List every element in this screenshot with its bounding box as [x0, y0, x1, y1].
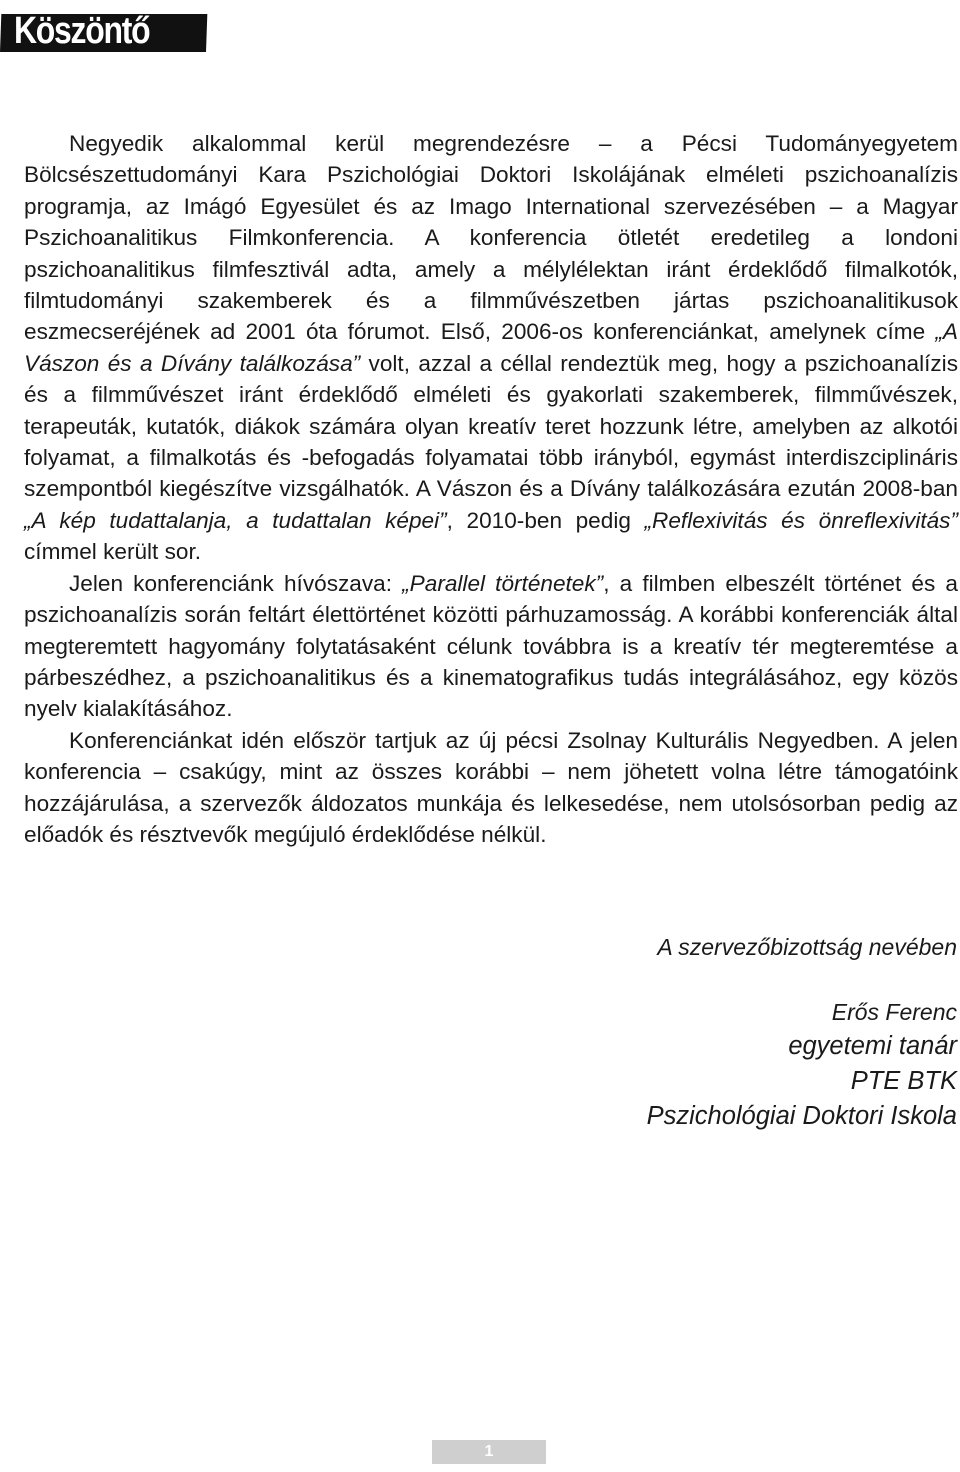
- intro-text-3: , 2010-ben pedig: [446, 507, 645, 533]
- intro-paragraph: [24, 128, 958, 568]
- intro-text-4: címmel került sor.: [24, 539, 202, 565]
- intro-text-2: volt, azzal a céllal rendeztük meg, hogy a pszichoanalízis és a filmművészet iránt érdeklődő elméleti és gyakorlati szakemberek, filmművészek, terapeuták, kutatók, diákok számára olyan kreatív teret hozzunk létre, amelyben az alkotói folyamat, a filmalkotás és -befogadás folyamatai több irányból, egymást interdiszciplináris szempontból kiegészítve vizsgálhatók. A Vászon és a Dívány találkozására ezután 2008-ban: [24, 350, 958, 502]
- signature-name: Erős Ferenc: [831, 999, 957, 1025]
- page-number-tab: [432, 1440, 546, 1464]
- page-number: 1: [484, 1443, 494, 1460]
- signature-position: egyetemi tanár: [788, 1032, 957, 1060]
- signature-on-behalf: A szervezőbizottság nevében: [657, 934, 957, 960]
- theme-paragraph: [24, 568, 958, 725]
- signature-department: Pszichológiai Doktori Iskola: [646, 1102, 957, 1130]
- theme-text-1: Jelen konferenciánk hívószava:: [69, 570, 403, 596]
- signature-institution: PTE BTK: [850, 1067, 957, 1095]
- conference-title-2006: „A Vászon és a Dívány találkozása”: [24, 319, 958, 376]
- signature-block: [647, 930, 957, 1134]
- article-body: [24, 128, 958, 850]
- conference-title-2010: „Reflexivitás és önreflexivitás”: [644, 507, 959, 533]
- page-title: Köszöntő: [14, 10, 150, 52]
- theme-text-2: , a filmben elbeszélt történet és a pszichoanalízis során feltárt élettörténet közötti párhuzamosság. A korábbi konferenciák által megteremtett hagyomány folytatásaként célunk továbbra is a kreatív tér megteremtése a párbeszédhez, a pszichoanalitikus és a kinematografikus tudás integrálásához, egy közös nyelv kialakításához.: [24, 570, 958, 722]
- signature-spacer: [647, 964, 957, 995]
- current-conference-title: „Parallel történetek”: [402, 570, 604, 596]
- closing-paragraph: Konferenciánkat idén először tartjuk az új pécsi Zsolnay Kulturális Negyedben. A jelen konferencia – csakúgy, mint az összes korábbi – nem jöhetett volna létre támogatóink hozzájárulása, a szervezők áldozatos munkája és lelkesedése, nem utolsósorban pedig az előadók és résztvevők megújuló érdeklődése nélkül.: [24, 727, 958, 847]
- intro-text-1: Negyedik alkalommal kerül megrendezésre – a Pécsi Tudományegyetem Bölcsészettudományi Kara Pszichológiai Doktori Iskolájának elméleti pszichoanalízis programja, az Imágó Egyesület és az Imago International szervezésében – a Magyar Pszichoanalitikus Filmkonferencia. A konferencia ötletét eredetileg a londoni pszichoanalitikus filmfesztivál adta, amely a mélylélektan iránt érdeklődő filmalkotók, filmtudományi szakemberek és a filmművészetben jártas pszichoanalitikusok eszmecseréjének ad 2001 óta fórumot. Első, 2006-os konferenciánkat, amelynek címe: [24, 131, 958, 345]
- conference-title-2008: „A kép tudattalanja, a tudattalan képei”: [24, 507, 447, 533]
